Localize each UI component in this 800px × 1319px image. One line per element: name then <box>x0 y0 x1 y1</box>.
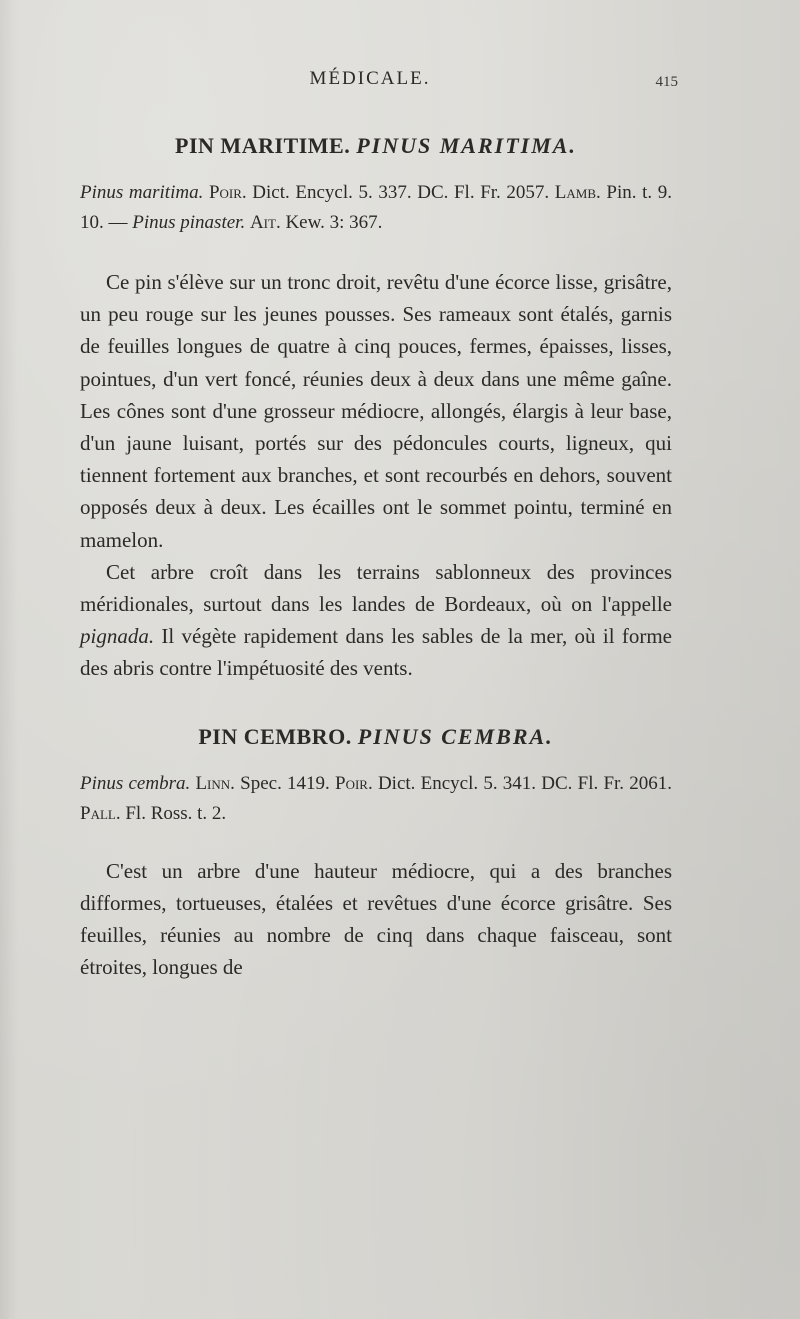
synonymy-text: . Dict. Encycl. 5. 337. DC. Fl. Fr. 2057. <box>241 182 555 203</box>
page-body <box>80 128 672 983</box>
synonymy-text: . Pin. t. 9. 10. — <box>80 182 673 233</box>
section-title-roman: PIN CEMBRO. <box>198 723 352 749</box>
synonymy-text: . Spec. 1419. <box>230 772 336 794</box>
author-abbrev: Pall <box>80 802 116 824</box>
author-abbrev: Lamb <box>554 182 597 203</box>
synonym-latin-name: Pinus cembra. <box>80 772 191 794</box>
author-abbrev: Poir <box>208 182 242 203</box>
section-title-latin: PINUS MARITIMA. <box>356 133 577 158</box>
running-title: MÉDICALE. <box>309 68 431 89</box>
section-title-pin-maritime <box>80 128 672 164</box>
body-paragraph <box>80 556 672 685</box>
author-abbrev: Linn <box>195 772 231 794</box>
synonymy-text: . Kew. 3: 367. <box>275 212 383 233</box>
paragraph-text: Cet arbre croît dans les terrains sablonneux des provinces méridionales, surtout dans les landes de Bordeaux, où on l'appelle <box>80 559 672 617</box>
italic-term: pignada. <box>80 624 155 649</box>
section-title-pin-cembro <box>80 719 672 755</box>
author-abbrev: Poir <box>335 772 368 794</box>
section-title-latin: PINUS CEMBRA. <box>357 723 554 749</box>
body-paragraph: C'est un arbre d'une hauteur médiocre, qui a des branches difformes, tortueuses, étalées et revêtues d'une écorce grisâtre. Ses feuilles, réunies au nombre de cinq dans chaque faisceau, sont étroites, longues de <box>80 858 672 980</box>
page-header <box>0 66 800 96</box>
synonym-latin-name: Pinus maritima. <box>80 182 204 203</box>
body-paragraph: Ce pin s'élève sur un tronc droit, revêtu d'une écorce lisse, grisâtre, un peu rouge sur les jeunes pousses. Ses rameaux sont étalés, garnis de feuilles longues de quatre à cinq pouces, fermes, épaisses, lisses, pointues, d'un vert foncé, réunies deux à deux dans une même gaîne. Les cônes sont d'une grosseur médiocre, allongés, élargis à leur base, d'un jaune luisant, portés sur des pédoncules courts, ligneux, qui tiennent fortement aux branches, et sont recourbés en dehors, souvent opposés deux à deux. Les écailles ont le sommet pointu, terminé en mamelon. <box>80 270 672 552</box>
synonymy-text: . Fl. Ross. t. 2. <box>115 802 227 824</box>
synonym-latin-name: Pinus pinaster. <box>132 212 246 233</box>
page-number: 415 <box>655 74 678 90</box>
synonymy-pin-cembro <box>80 769 672 829</box>
synonymy-pin-maritime <box>80 178 672 238</box>
author-abbrev: Ait <box>249 212 276 233</box>
section-title-roman: PIN MARITIME. <box>175 133 351 158</box>
synonymy-text: . Dict. Encycl. 5. 341. DC. Fl. Fr. 2061. <box>367 772 673 794</box>
paragraph-text: Il végète rapidement dans les sables de la mer, où il forme des abris contre l'impétuosité des vents. <box>80 624 672 681</box>
